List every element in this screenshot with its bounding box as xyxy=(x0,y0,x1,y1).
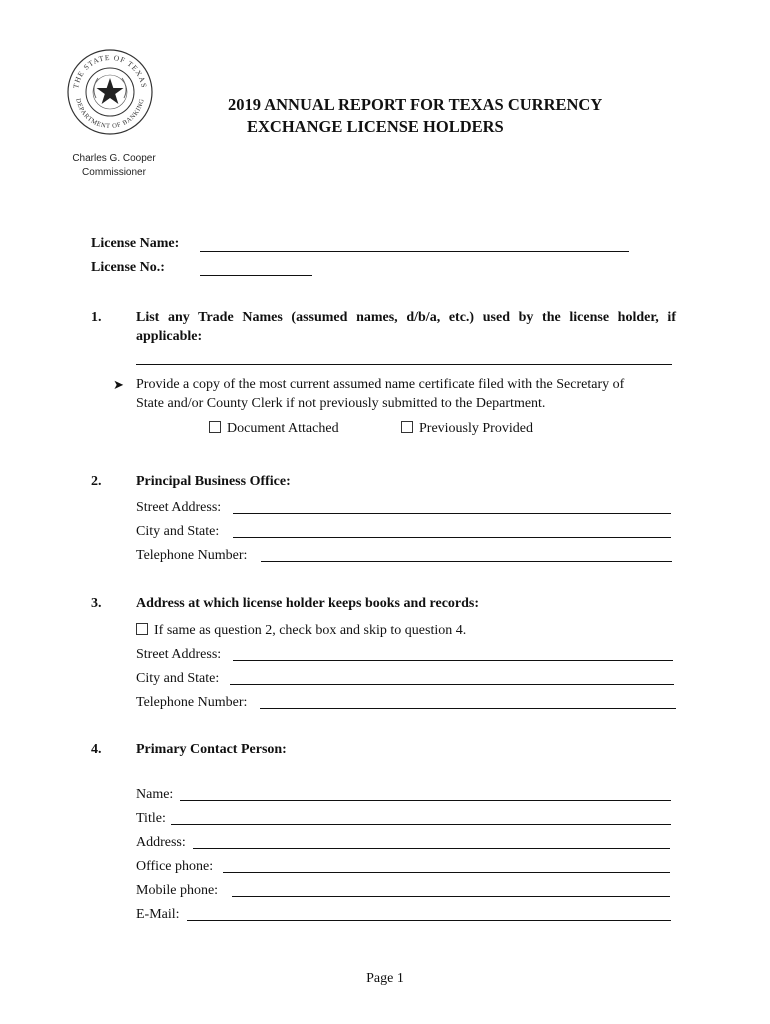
svg-text:THE STATE OF TEXAS: THE STATE OF TEXAS xyxy=(71,52,149,90)
question-3-heading: Address at which license holder keeps books and records: xyxy=(136,596,480,611)
previously-provided-checkbox[interactable] xyxy=(401,421,413,433)
q4-mobile-phone-field[interactable] xyxy=(232,896,670,897)
title-line-1: 2019 ANNUAL REPORT FOR TEXAS CURRENCY xyxy=(228,95,603,114)
q2-city-label: City and State: xyxy=(136,524,220,539)
title-line-2: EXCHANGE LICENSE HOLDERS xyxy=(247,117,504,136)
q4-address-label: Address: xyxy=(136,835,186,850)
previously-provided-label: Previously Provided xyxy=(419,421,533,436)
q4-address-field[interactable] xyxy=(193,848,670,849)
license-number-label: License No.: xyxy=(91,260,165,275)
document-attached-checkbox[interactable] xyxy=(209,421,221,433)
q2-city-field[interactable] xyxy=(233,537,671,538)
q4-title-label: Title: xyxy=(136,811,166,826)
question-1-bullet-line-1: Provide a copy of the most current assumed name certificate filed with the Secretary of xyxy=(136,377,625,392)
question-1-number: 1. xyxy=(91,310,102,325)
question-4-heading: Primary Contact Person: xyxy=(136,742,287,757)
q4-email-field[interactable] xyxy=(187,920,671,921)
q3-phone-label: Telephone Number: xyxy=(136,695,248,710)
svg-text:DEPARTMENT OF BANKING: DEPARTMENT OF BANKING xyxy=(74,97,146,131)
q2-street-field[interactable] xyxy=(233,513,671,514)
commissioner-title: Commissioner xyxy=(82,167,146,178)
q2-phone-label: Telephone Number: xyxy=(136,548,248,563)
q2-phone-field[interactable] xyxy=(261,561,672,562)
q4-office-phone-field[interactable] xyxy=(223,872,670,873)
commissioner-name: Charles G. Cooper xyxy=(72,153,156,164)
q4-title-field[interactable] xyxy=(171,824,671,825)
document-attached-label: Document Attached xyxy=(227,421,339,436)
same-as-q2-checkbox[interactable] xyxy=(136,623,148,635)
page-title xyxy=(228,94,602,138)
q3-street-field[interactable] xyxy=(233,660,673,661)
q3-city-label: City and State: xyxy=(136,671,220,686)
option-document-attached[interactable] xyxy=(209,419,339,438)
q4-name-field[interactable] xyxy=(180,800,671,801)
option-same-as-q2[interactable] xyxy=(136,621,466,640)
q2-street-label: Street Address: xyxy=(136,500,222,515)
question-2-heading: Principal Business Office: xyxy=(136,474,291,489)
question-4-number: 4. xyxy=(91,742,102,757)
option-previously-provided[interactable] xyxy=(401,419,533,438)
q3-phone-field[interactable] xyxy=(260,708,676,709)
question-3-number: 3. xyxy=(91,596,102,611)
q4-name-label: Name: xyxy=(136,787,174,802)
page-number: Page 1 xyxy=(366,971,404,986)
texas-banking-seal-icon xyxy=(66,48,154,136)
license-name-field[interactable] xyxy=(200,251,629,252)
commissioner-block xyxy=(64,152,164,180)
q4-mobile-phone-label: Mobile phone: xyxy=(136,883,219,898)
license-number-field[interactable] xyxy=(200,275,312,276)
question-1-bullet-line-2: State and/or County Clerk if not previously submitted to the Department. xyxy=(136,396,546,411)
question-1-text-line-2: applicable: xyxy=(136,329,203,344)
q3-city-field[interactable] xyxy=(230,684,674,685)
arrow-bullet-icon: ➤ xyxy=(113,377,124,392)
same-as-q2-label: If same as question 2, check box and skip to question 4. xyxy=(154,623,467,638)
q4-office-phone-label: Office phone: xyxy=(136,859,214,874)
question-1-text-line-1: List any Trade Names (assumed names, d/b/a, etc.) used by the license holder, if xyxy=(136,310,676,325)
question-2-number: 2. xyxy=(91,474,102,489)
q4-email-label: E-Mail: xyxy=(136,907,180,922)
license-name-label: License Name: xyxy=(91,236,180,251)
q3-street-label: Street Address: xyxy=(136,647,222,662)
trade-names-field[interactable] xyxy=(136,364,672,365)
